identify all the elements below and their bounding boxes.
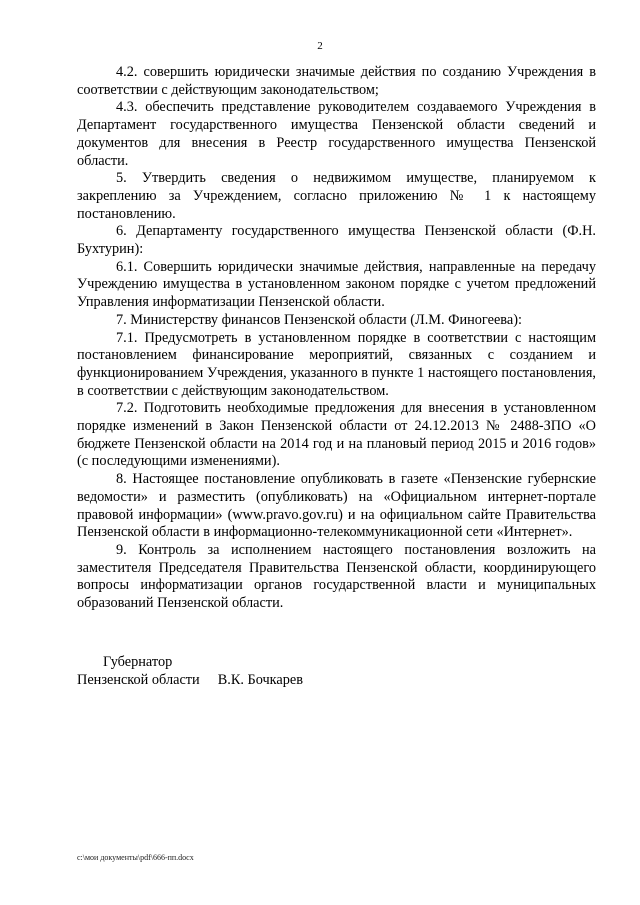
paragraph-5: 5. Утвердить сведения о недвижимом имуществе, планируемом к закреплению за Учреждением, согласно приложению № 1 к настоящему постановлению.	[77, 170, 596, 222]
signature-region: Пензенской области	[77, 672, 200, 688]
paragraph-6-1: 6.1. Совершить юридически значимые действия, направленные на передачу Учреждению имущества в установленном законом порядке с учетом предложений Управления информатизации Пензенской области.	[77, 258, 596, 311]
page-number: 2	[317, 40, 323, 52]
signature-block	[77, 653, 303, 689]
signature-name: В.К. Бочкарев	[217, 672, 303, 688]
paragraph-4-2: 4.2. совершить юридически значимые действия по созданию Учреждения в соответствии с действующим законодательством;	[77, 64, 596, 98]
paragraph-7-2: 7.2. Подготовить необходимые предложения для внесения в установленном порядке изменений в Закон Пензенской области от 24.12.2013 № 2488-ЗПО «О бюджете Пензенской области на 2014 год и на плановый период 2015 и 2016 годов» (с последующими изменениями).	[77, 400, 596, 470]
paragraph-6: 6. Департаменту государственного имущества Пензенской области (Ф.Н. Бухтурин):	[77, 223, 596, 258]
paragraph-9: 9. Контроль за исполнением настоящего постановления возложить на заместителя Председателя Правительства Пензенской области, координирующего вопросы информатизации органов государственной власти и муниципальных образований Пензенской области.	[77, 541, 596, 612]
signature-title: Губернатор	[103, 654, 173, 670]
signature-region-line	[77, 671, 303, 689]
document-body	[77, 64, 596, 613]
file-path-footer: c:\мои документы\pdf\666-пп.docx	[77, 853, 194, 862]
paragraph-4-3: 4.3. обеспечить представление руководителем создаваемого Учреждения в Департамент государственного имущества Пензенской области сведений и документов для внесения в Реестр государственного имущества Пензенской области.	[77, 99, 596, 169]
paragraph-7-1: 7.1. Предусмотреть в установленном порядке в соответствии с настоящим постановлением финансирование мероприятий, связанных с созданием и функционированием Учреждения, указанного в пункте 1 настоящего постановления, в соответствии с действующим законодательством.	[77, 329, 596, 399]
paragraph-8: 8. Настоящее постановление опубликовать в газете «Пензенские губернские ведомости» и разместить (опубликовать) на «Официальном интернет-портале правовой информации» (www.pravo.gov.ru) и на официальном сайте Правительства Пензенской области в информационно-телекоммуникационной сети «Интернет».	[77, 471, 596, 541]
paragraph-7: 7. Министерству финансов Пензенской области (Л.М. Финогеева):	[116, 311, 522, 328]
